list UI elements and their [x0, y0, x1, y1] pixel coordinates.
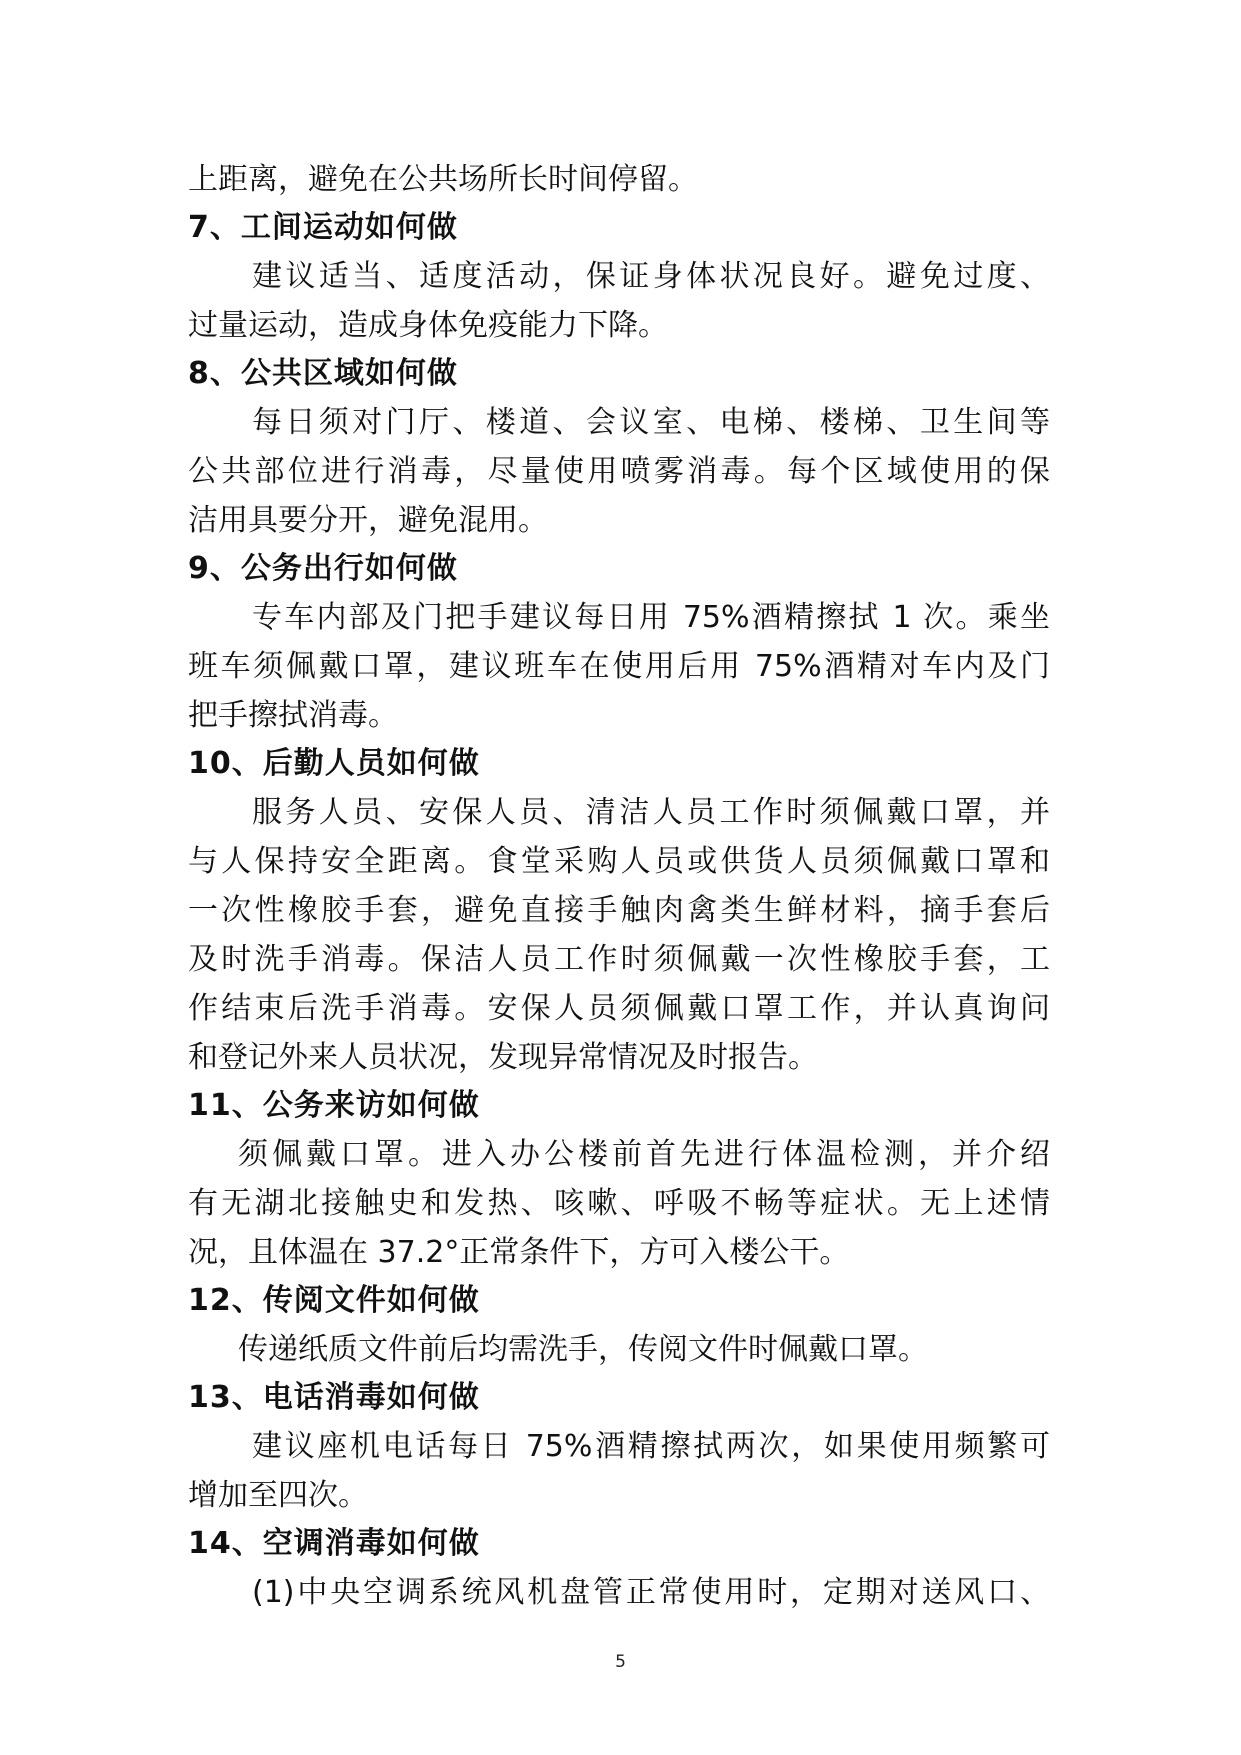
paragraph-line: 及时洗手消毒。保洁人员工作时须佩戴一次性橡胶手套，工: [188, 942, 1050, 977]
paragraph-line: 每日须对门厅、楼道、会议室、电梯、楼梯、卫生间等: [252, 405, 1050, 440]
paragraph-line: 传递纸质文件前后均需洗手，传阅文件时佩戴口罩。: [238, 1332, 928, 1367]
section-heading-10: 10、后勤人员如何做: [188, 746, 480, 781]
paragraph-line: 上距离，避免在公共场所长时间停留。: [188, 162, 698, 197]
paragraph-line: 增加至四次。: [188, 1478, 368, 1513]
paragraph-line: 公共部位进行消毒，尽量使用喷雾消毒。每个区域使用的保: [188, 454, 1050, 489]
paragraph-line: 有无湖北接触史和发热、咳嗽、呼吸不畅等症状。无上述情: [188, 1186, 1050, 1221]
section-heading-13: 13、电话消毒如何做: [188, 1380, 480, 1415]
paragraph-line: 专车内部及门把手建议每日用 75%酒精擦拭 1 次。乘坐: [252, 600, 1050, 635]
page-number: 5: [615, 1652, 626, 1672]
paragraph-line: 一次性橡胶手套，避免直接手触肉禽类生鲜材料，摘手套后: [188, 893, 1050, 928]
paragraph-line: 班车须佩戴口罩，建议班车在使用后用 75%酒精对车内及门: [188, 649, 1050, 684]
paragraph-line: 洁用具要分开，避免混用。: [188, 503, 548, 538]
paragraph-line: 和登记外来人员状况，发现异常情况及时报告。: [188, 1040, 818, 1075]
paragraph-line: 过量运动，造成身体免疫能力下降。: [188, 308, 668, 343]
paragraph-line: 建议座机电话每日 75%酒精擦拭两次，如果使用频繁可: [252, 1429, 1050, 1464]
section-heading-11: 11、公务来访如何做: [188, 1088, 480, 1123]
section-heading-12: 12、传阅文件如何做: [188, 1283, 480, 1318]
paragraph-line: 与人保持安全距离。食堂采购人员或供货人员须佩戴口罩和: [188, 844, 1050, 879]
section-heading-9: 9、公务出行如何做: [188, 551, 458, 586]
paragraph-line: 服务人员、安保人员、清洁人员工作时须佩戴口罩，并: [252, 795, 1050, 830]
paragraph-line: (1)中央空调系统风机盘管正常使用时，定期对送风口、: [252, 1575, 1050, 1610]
paragraph-line: 况，且体温在 37.2°正常条件下，方可入楼公干。: [188, 1235, 850, 1270]
paragraph-line: 作结束后洗手消毒。安保人员须佩戴口罩工作，并认真询问: [188, 991, 1050, 1026]
paragraph-line: 把手擦拭消毒。: [188, 698, 398, 733]
paragraph-line: 须佩戴口罩。进入办公楼前首先进行体温检测，并介绍: [238, 1137, 1050, 1172]
paragraph-line: 建议适当、适度活动，保证身体状况良好。避免过度、: [252, 259, 1050, 294]
section-heading-8: 8、公共区域如何做: [188, 356, 458, 391]
section-heading-14: 14、空调消毒如何做: [188, 1526, 480, 1561]
section-heading-7: 7、工间运动如何做: [188, 210, 458, 245]
document-body: [188, 155, 1050, 1617]
